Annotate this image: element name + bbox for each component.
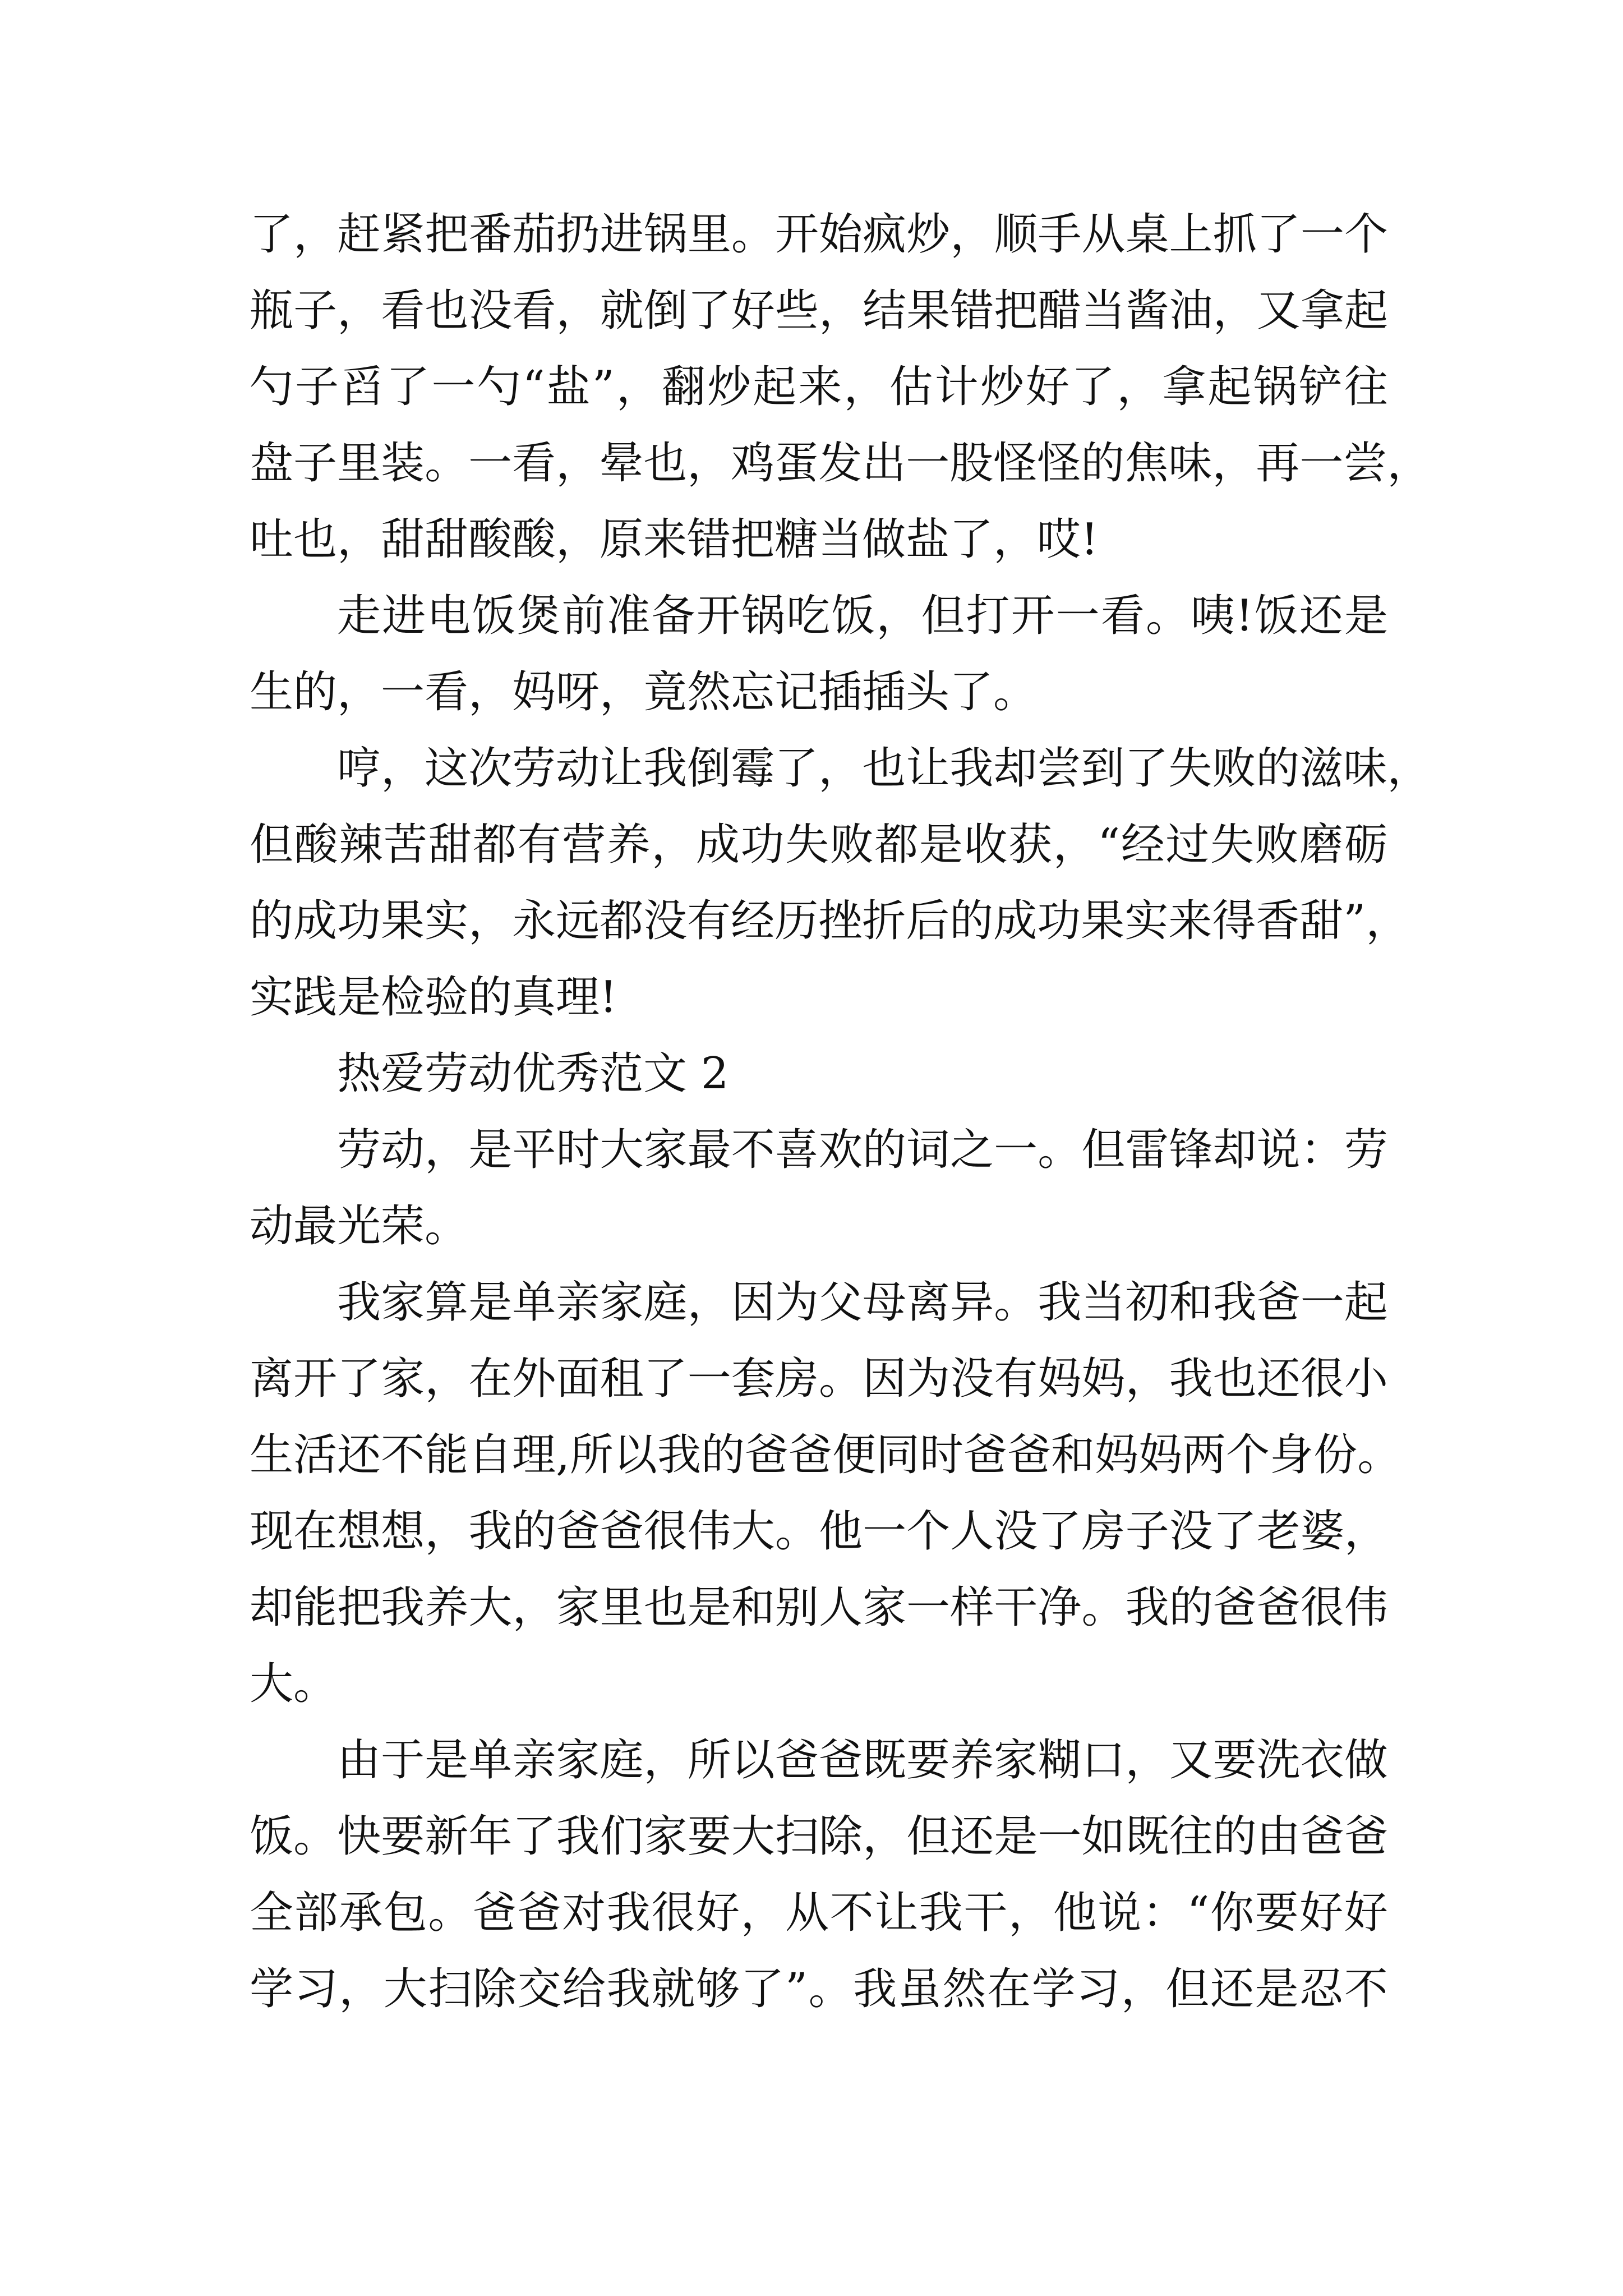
text-line: 哼 ， 这 次 劳 动 让 我 倒 霉 了 ， 也 让 我 却 尝 到 了 失 败 的 滋 味 ， [337,743,1431,794]
text-line: 生 活 还 不 能 自 理 , 所 以 我 的 爸 爸 便 同 时 爸 爸 和 妈 妈 两 个 身 份 。 [250,1430,1401,1480]
text-line: 大。 [250,1659,338,1709]
text-line: 离 开 了 家 ， 在 外 面 租 了 一 套 房 。 因 为 没 有 妈 妈 ， 我 也 还 很 小 [250,1354,1388,1404]
text-line: 勺 子 舀 了 一 勺 “ 盐 ” ， 翻 炒 起 来 ， 估 计 炒 好 了 ， 拿 起 锅 铲 往 [250,362,1388,412]
text-line: 了 ， 赶 紧 把 番 茄 扔 进 锅 里 。 开 始 疯 炒 ， 顺 手 从 桌 上 抓 了 一 个 [250,209,1388,260]
text-line: 生的，一看，妈呀，竟然忘记插插头了。 [250,667,1038,717]
text-line: 我 家 算 是 单 亲 家 庭 ， 因 为 父 母 离 异 。 我 当 初 和 我 爸 一 起 [337,1277,1388,1328]
section-heading: 热爱劳动优秀范文 2 [337,1048,729,1099]
text-line: 瓶 子 ， 看 也 没 看 ， 就 倒 了 好 些 ， 结 果 错 把 醋 当 酱 油 ， 又 拿 起 [250,286,1388,336]
text-line: 吐也，甜甜酸酸，原来错把糖当做盐了，哎! [250,514,1099,565]
text-line: 走 进 电 饭 煲 前 准 备 开 锅 吃 饭 ， 但 打 开 一 看 。 咦 ! 饭 还 是 [337,591,1388,641]
text-line: 但 酸 辣 苦 甜 都 有 营 养 ， 成 功 失 败 都 是 收 获 ， “ 经 过 失 败 磨 砺 [250,820,1388,870]
text-line: 却 能 把 我 养 大 ， 家 里 也 是 和 别 人 家 一 样 干 净 。 我 的 爸 爸 很 伟 [250,1582,1388,1633]
text-line: 由 于 是 单 亲 家 庭 ， 所 以 爸 爸 既 要 养 家 糊 口 ， 又 要 洗 衣 做 [337,1735,1388,1786]
text-line: 的 成 功 果 实 ， 永 远 都 没 有 经 历 挫 折 后 的 成 功 果 实 来 得 香 甜 ” ， [250,896,1410,946]
text-line: 盘 子 里 装 。 一 看 ， 晕 也 ， 鸡 蛋 发 出 一 股 怪 怪 的 焦 味 ， 再 一 尝 ， [250,438,1431,489]
text-line: 动最光荣。 [250,1201,469,1251]
text-line: 现 在 想 想 ， 我 的 爸 爸 很 伟 大 。 他 一 个 人 没 了 房 子 没 了 老 婆 ， [250,1506,1388,1557]
text-line: 饭 。 快 要 新 年 了 我 们 家 要 大 扫 除 ， 但 还 是 一 如 既 往 的 由 爸 爸 [250,1811,1388,1862]
text-line: 全 部 承 包 。 爸 爸 对 我 很 好 ， 从 不 让 我 干 ， 他 说 ： “ 你 要 好 好 [250,1888,1388,1938]
body-text [250,196,1431,2027]
text-line: 学 习 ， 大 扫 除 交 给 我 就 够 了 ” 。 我 虽 然 在 学 习 ， 但 还 是 忍 不 [250,1964,1388,2014]
text-line: 劳 动 ， 是 平 时 大 家 最 不 喜 欢 的 词 之 一 。 但 雷 锋 却 说 ： 劳 [337,1125,1388,1175]
text-line: 实践是检验的真理! [250,972,617,1023]
